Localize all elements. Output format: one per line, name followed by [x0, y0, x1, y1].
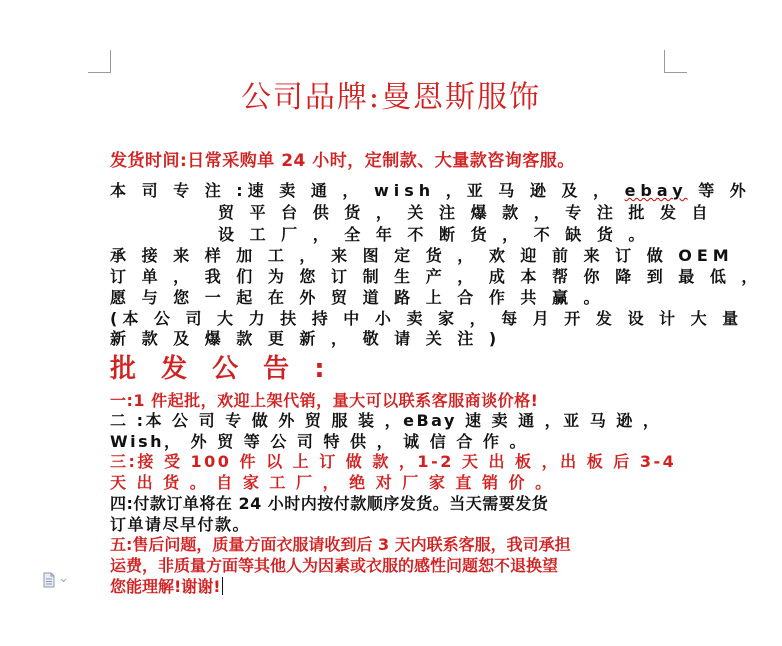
notice-heading: 批 发 公 告 :	[110, 354, 333, 384]
shipping-time: 发货时间:日常采购单 24 小时，定制款、大量款咨询客服。	[110, 151, 575, 171]
intro-line-4: 承 接 来 样 加 工 ， 来 图 定 货 ， 欢 迎 前 来 订 做 OEM	[110, 246, 734, 265]
page-corner-top-right	[664, 50, 687, 73]
page-corner-top-left	[88, 50, 111, 73]
intro-line-2: 贸 平 台 供 货 ， 关 注 爆 款 ， 专 注 批 发 自	[218, 203, 713, 222]
notice-4-line-2: 订单请尽早付款。	[110, 515, 251, 534]
notice-3-line-2: 天 出 货 。 自 家 工 厂 ， 绝 对 厂 家 直 销 价 。	[110, 473, 554, 492]
intro-line-8: 新 款 及 爆 款 更 新 ， 敬 请 关 注 )	[110, 329, 502, 348]
notice-5-line-1: 五:售后问题，质量方面衣服请收到后 3 天内联系客服，我司承担	[110, 535, 571, 554]
notice-4-line-1: 四:付款订单将在 24 小时内按付款顺序发货。当天需要发货	[110, 494, 549, 513]
intro-line-1-prefix: 本 司 专 注 :速 卖 通 ， wish ，亚 马 逊 及 ，	[110, 181, 614, 200]
intro-line-1	[110, 178, 751, 201]
notice-2-line-1: 二 :本 公 司 专 做 外 贸 服 装 ，eBay 速 卖 通 ，亚 马 逊 ，	[110, 411, 662, 430]
notice-5-line-3-text: 您能理解!谢谢!	[110, 577, 221, 596]
notice-5-line-2: 运费，非质量方面等其他人为因素或衣服的感性问题恕不退换望	[110, 556, 559, 575]
notice-1: 一:1 件起批，欢迎上架代销，量大可以联系客服商谈价格!	[110, 391, 539, 410]
document-icon-graphic	[42, 572, 68, 588]
document-icon[interactable]	[42, 572, 68, 588]
text-cursor	[222, 577, 223, 595]
page-title: 公司品牌:曼恩斯服饰	[240, 80, 542, 115]
intro-line-7: (本 公 司 大 力 扶 持 中 小 卖 家 ， 每 月 开 发 设 计 大 量	[110, 309, 744, 328]
spellcheck-word-ebay: ebay	[624, 181, 688, 200]
intro-line-6: 愿 与 您 一 起 在 外 贸 道 路 上 合 作 共 赢 。	[110, 288, 605, 307]
intro-line-1-suffix: 等 外	[698, 181, 751, 200]
notice-3-line-1: 三:接 受 100 件 以 上 订 做 款 ，1-2 天 出 板 ，出 板 后 3-4	[110, 452, 677, 471]
notice-2-line-2: Wish， 外 贸 等 公 司 特 供 ， 诚 信 合 作 。	[110, 432, 528, 451]
intro-line-5: 订 单 ， 我 们 为 您 订 制 生 产 ， 成 本 帮 你 降 到 最 低 ，	[110, 267, 763, 286]
notice-5-line-3[interactable]	[110, 574, 223, 597]
intro-line-3: 设 工 厂 ， 全 年 不 断 货 ， 不 缺 货 。	[218, 225, 650, 244]
